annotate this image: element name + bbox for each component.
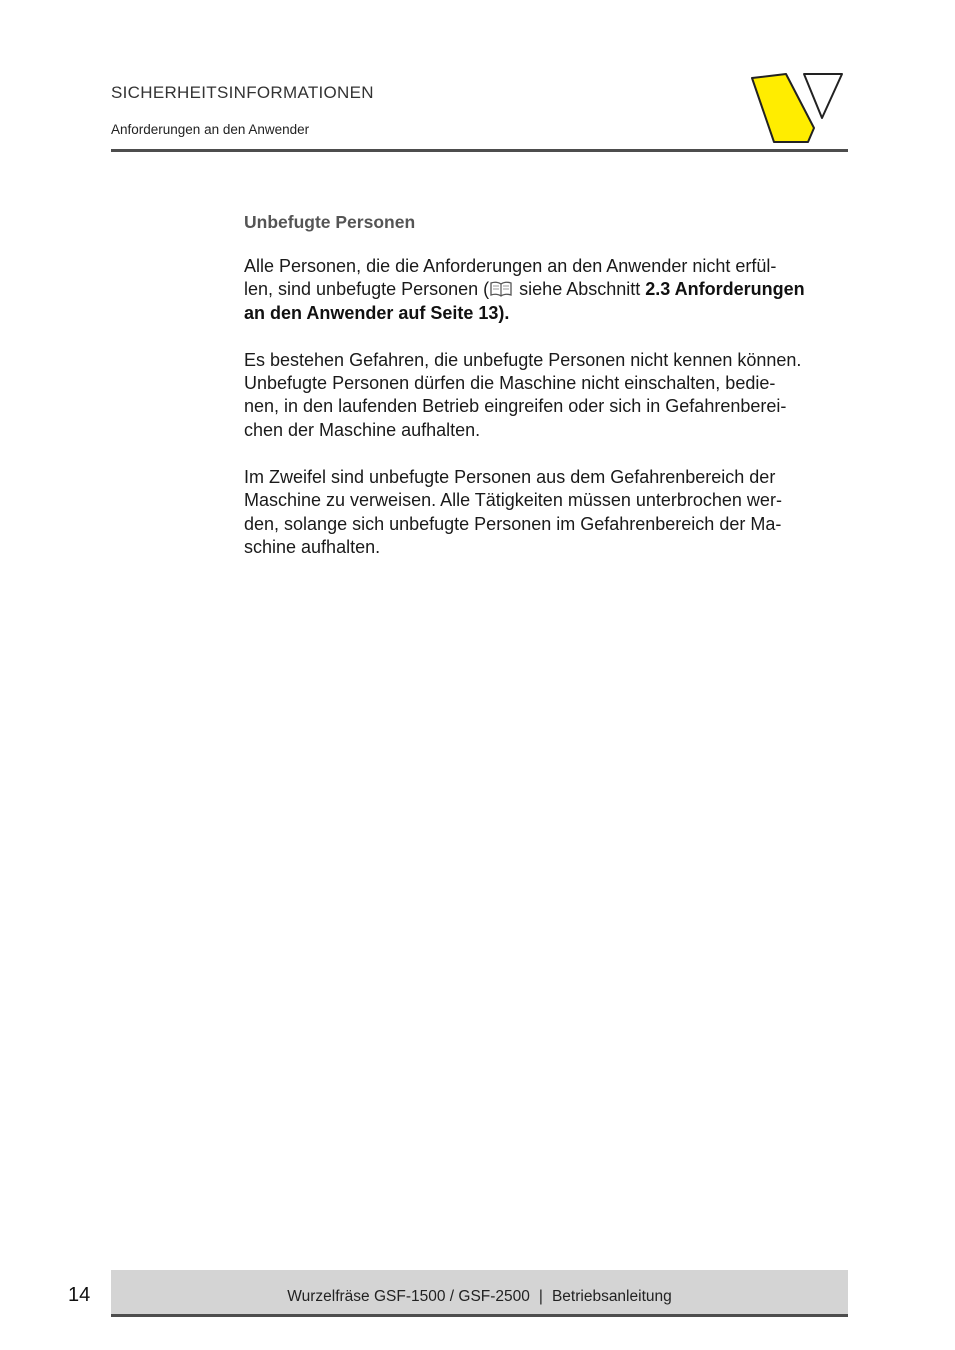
paragraph-1-line-3	[244, 302, 848, 325]
footer-doc-type: Betriebsanleitung	[551, 1288, 672, 1305]
footer-text	[111, 1288, 848, 1306]
paragraph-3	[244, 466, 848, 559]
footer-product: Wurzelfräse GSF-1500 / GSF-2500	[287, 1288, 530, 1305]
section-subtitle: Anforderungen an den Anwender	[111, 122, 310, 137]
cross-reference-link[interactable]: 2.3 Anforderungen	[645, 279, 805, 300]
subheading: Unbefugte Personen	[244, 212, 416, 232]
paragraph-2-line: Unbefugte Personen dürfen die Maschine nicht einschalten, bedie-	[244, 373, 776, 394]
paragraph-1-line-2	[244, 278, 848, 301]
footer-separator: |	[538, 1288, 543, 1305]
text-span: siehe Abschnitt	[514, 279, 646, 300]
paragraph-3-line: Im Zweifel sind unbefugte Personen aus dem Gefahrenbereich der	[244, 467, 776, 488]
paragraph-3-line: Maschine zu verweisen. Alle Tätigkeiten müssen unterbrochen wer-	[244, 490, 782, 511]
paragraph-2-line: chen der Maschine aufhalten.	[244, 419, 481, 440]
book-icon	[490, 281, 512, 298]
text-span: len, sind unbefugte Personen (	[244, 279, 490, 300]
paragraph-2-line: nen, in den laufenden Betrieb eingreifen oder sich in Gefahrenberei-	[244, 396, 787, 417]
cross-reference-link-cont[interactable]: an den Anwender auf Seite 13).	[244, 302, 510, 323]
footer-divider	[111, 1314, 848, 1317]
paragraph-2	[244, 349, 848, 442]
paragraph-1-line-1: Alle Personen, die die Anforderungen an den Anwender nicht erfül-	[244, 256, 777, 276]
page-number: 14	[68, 1284, 91, 1306]
main-content	[244, 212, 848, 583]
paragraph-2-line: Es bestehen Gefahren, die unbefugte Personen nicht kennen können.	[244, 349, 802, 370]
paragraph-3-line: den, solange sich unbefugte Personen im Gefahrenbereich der Ma-	[244, 513, 782, 534]
header-divider	[111, 149, 848, 152]
paragraph-1	[244, 255, 848, 325]
paragraph-3-line: schine aufhalten.	[244, 536, 381, 557]
section-title: SICHERHEITSINFORMATIONEN	[111, 83, 374, 102]
company-logo-icon	[748, 70, 844, 146]
